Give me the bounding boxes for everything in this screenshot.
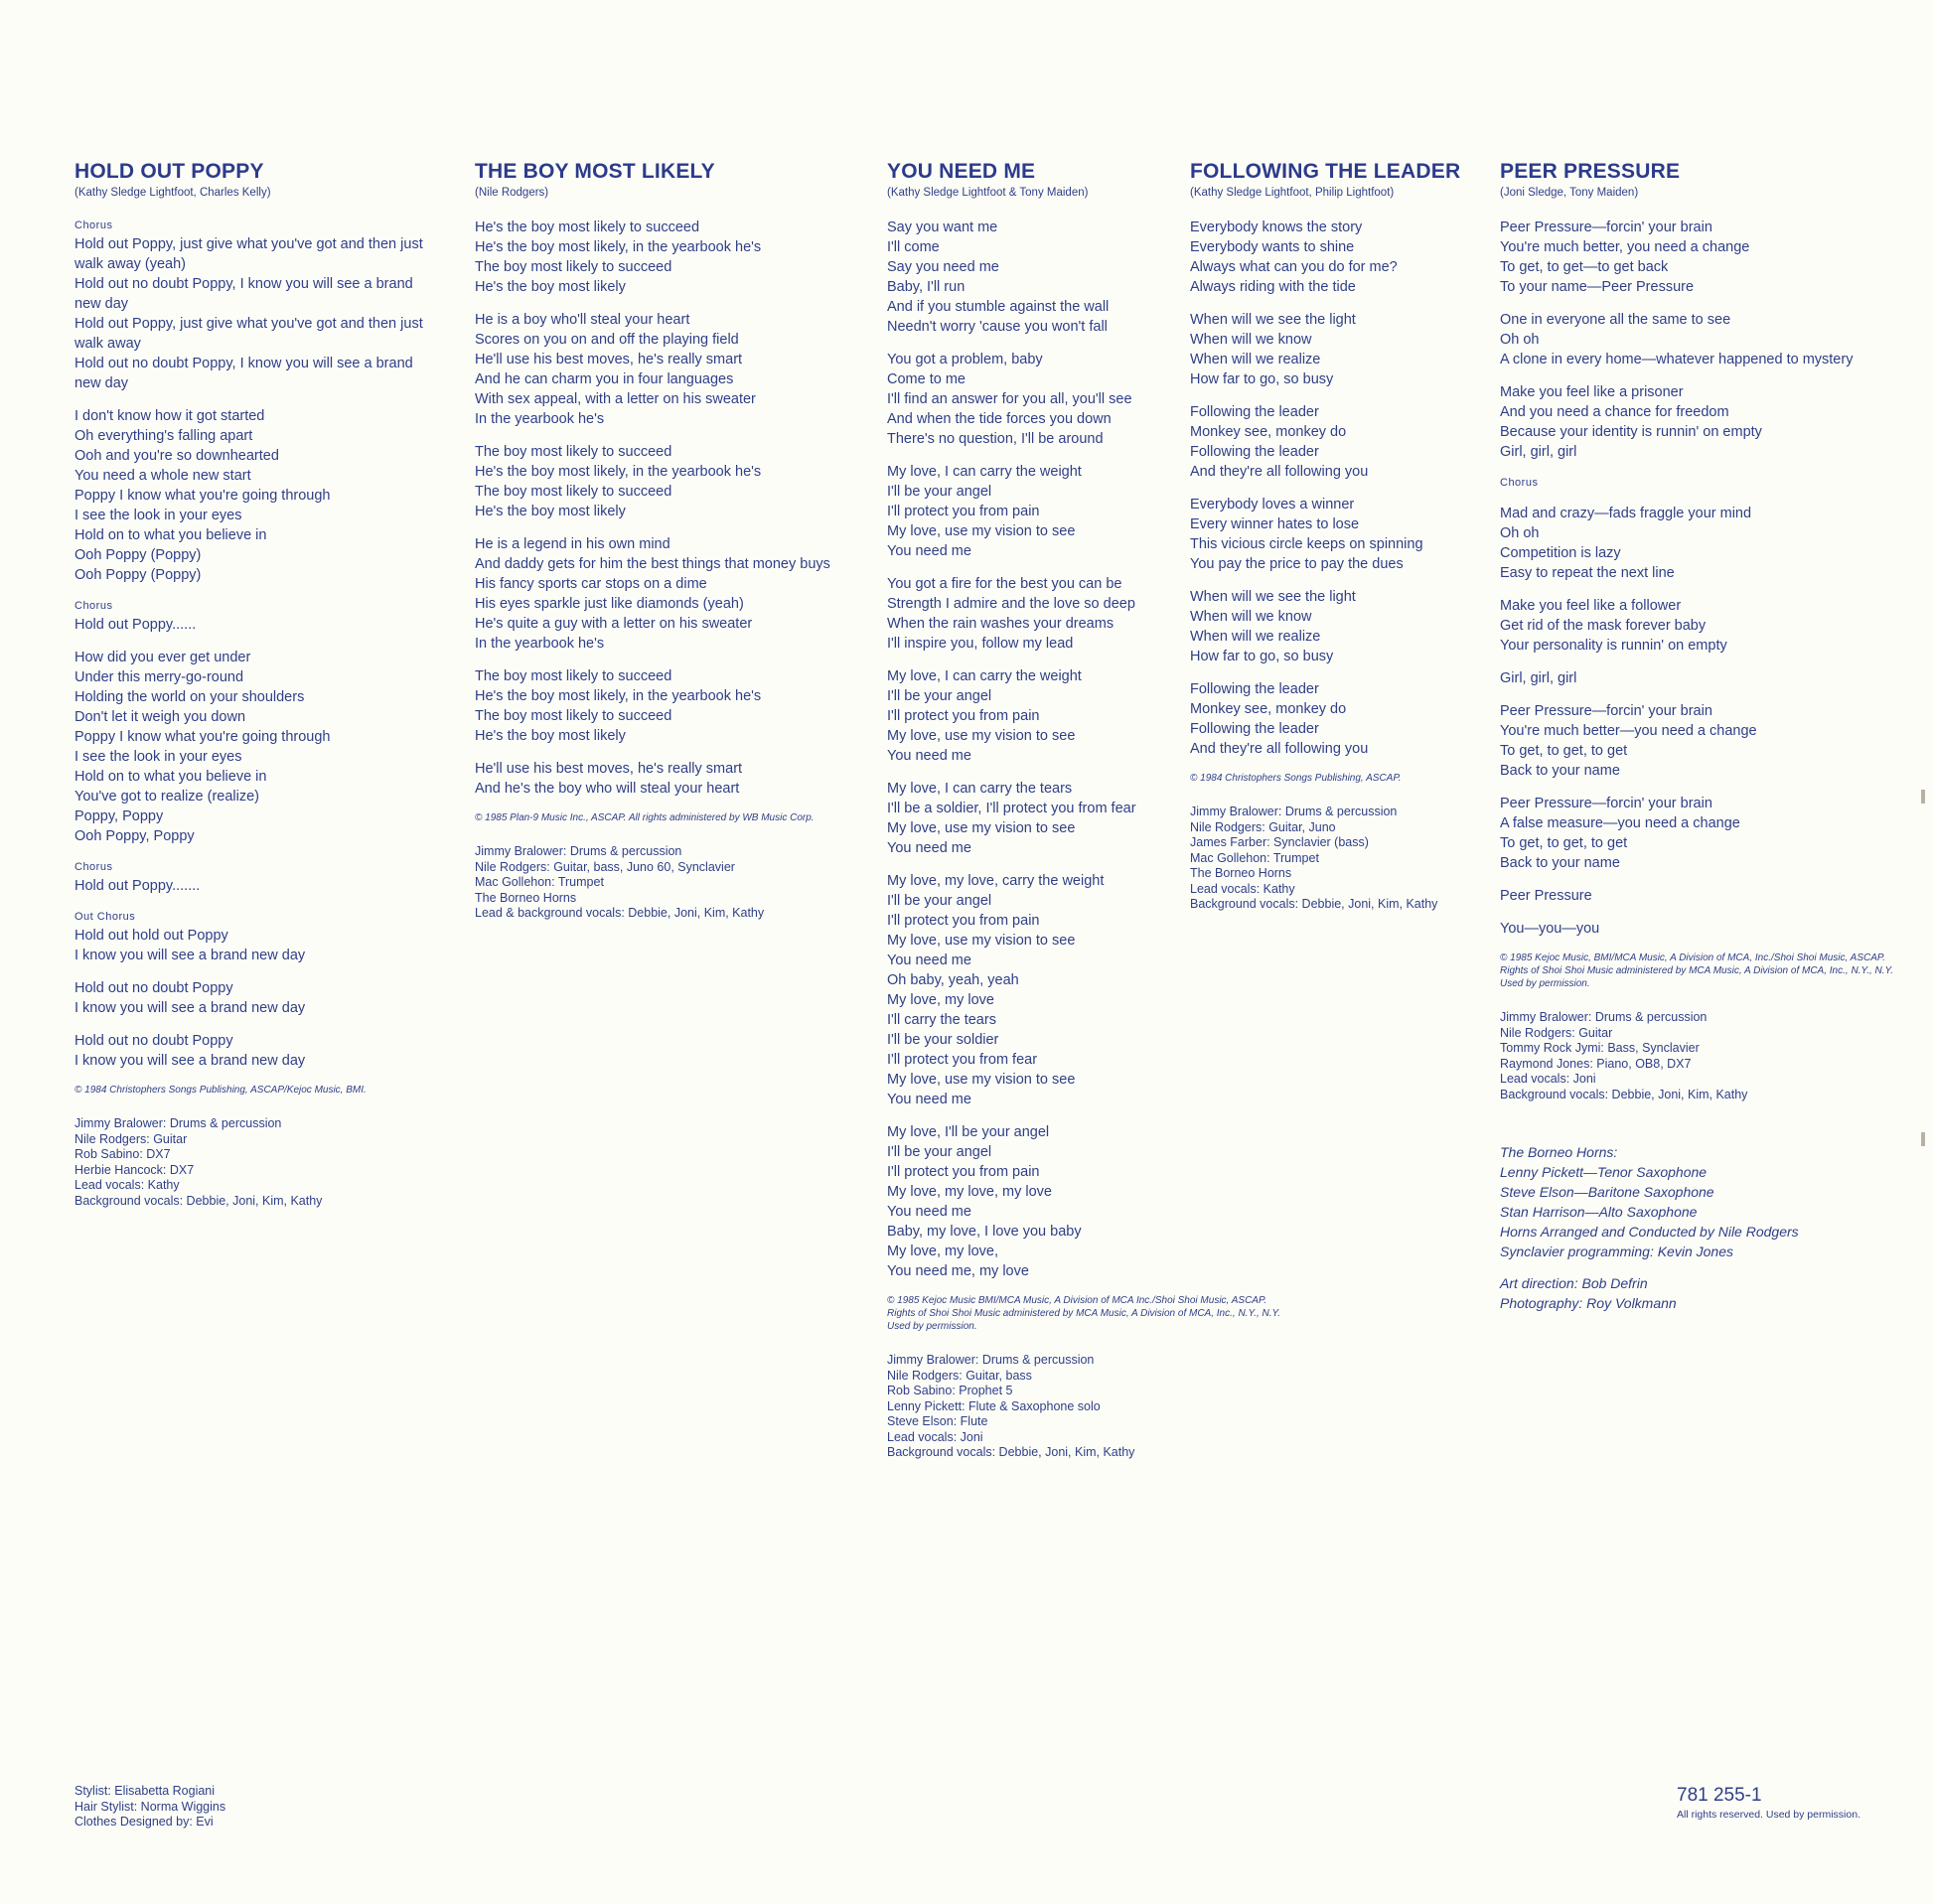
lyric-stanza	[1500, 504, 1907, 583]
lyric-line: Oh everything's falling apart	[74, 428, 253, 444]
lyric-line: With sex appeal, with a letter on his sweater	[475, 391, 756, 407]
lyric-line: My love, use my vision to see	[887, 523, 1076, 539]
songwriters: (Joni Sledge, Tony Maiden)	[1500, 187, 1639, 199]
personnel-line: Herbie Hancock: DX7	[74, 1162, 195, 1177]
personnel-credits	[1500, 1010, 1907, 1102]
lyric-line: Always riding with the tide	[1190, 279, 1356, 295]
lyric-line: To get, to get, to get	[1500, 835, 1628, 851]
lyric-line: You need me, my love	[887, 1263, 1029, 1279]
lyric-line: My love, use my vision to see	[887, 1072, 1076, 1088]
lyric-line: Everybody loves a winner	[1190, 497, 1355, 513]
lyric-line: Monkey see, monkey do	[1190, 701, 1347, 717]
lyric-line: Following the leader	[1190, 681, 1319, 697]
song-title: PEER PRESSURE	[1500, 160, 1681, 183]
lyric-line: My love, use my vision to see	[887, 933, 1076, 949]
song-column-hold-out-poppy	[74, 159, 442, 1223]
lyric-line: Easy to repeat the next line	[1500, 565, 1675, 581]
lyric-line: I'll inspire you, follow my lead	[887, 636, 1074, 652]
lyric-line: He'll use his best moves, he's really smart	[475, 352, 743, 367]
lyric-line: My love, I can carry the tears	[887, 781, 1073, 797]
lyric-stanza	[887, 1122, 1284, 1281]
personnel-line: Lead vocals: Joni	[1500, 1072, 1596, 1086]
lyric-line: When will we realize	[1190, 629, 1321, 645]
section-label: Chorus	[74, 220, 113, 231]
lyric-stanza	[1500, 596, 1907, 656]
lyric-line: Oh oh	[1500, 525, 1540, 541]
personnel-line: Jimmy Bralower: Drums & percussion	[1500, 1010, 1708, 1024]
lyric-line: Back to your name	[1500, 763, 1620, 779]
lyric-stanza	[74, 648, 442, 846]
lyric-line: I'll be your angel	[887, 484, 992, 500]
lyric-line: My love, I can carry the weight	[887, 668, 1082, 684]
lyric-line: In the yearbook he's	[475, 636, 605, 652]
personnel-credits	[475, 844, 872, 922]
lyric-line: He's the boy most likely	[475, 279, 626, 295]
edge-mark	[1921, 790, 1925, 804]
lyric-line: Scores on you on and off the playing field	[475, 332, 739, 348]
song-title: FOLLOWING THE LEADER	[1190, 160, 1461, 183]
lyric-stanza	[74, 406, 442, 585]
lyric-line: He is a legend in his own mind	[475, 536, 670, 552]
lyric-line: My love, I'll be your angel	[887, 1124, 1050, 1140]
personnel-line: Lead vocals: Kathy	[74, 1178, 180, 1192]
lyric-line: Peer Pressure—forcin' your brain	[1500, 703, 1712, 719]
lyric-stanza	[1190, 587, 1488, 666]
lyric-line: I'll carry the tears	[887, 1012, 996, 1028]
lyric-line: Hold out no doubt Poppy	[74, 1033, 233, 1049]
rights-notice: All rights reserved. Used by permission.	[1677, 1809, 1860, 1821]
lyric-line: Competition is lazy	[1500, 545, 1621, 561]
lyric-line: You got a problem, baby	[887, 352, 1043, 367]
lyric-stanza	[1500, 886, 1907, 906]
lyric-line: How did you ever get under	[74, 650, 251, 665]
edge-mark	[1921, 1132, 1925, 1146]
lyric-line: I know you will see a brand new day	[74, 1053, 306, 1069]
lyric-line: You're much better—you need a change	[1500, 723, 1757, 739]
songwriters: (Kathy Sledge Lightfoot, Philip Lightfoot)	[1190, 187, 1395, 199]
lyric-line: Hold out no doubt Poppy, I know you will see a brand new day	[74, 356, 413, 391]
lyric-line: I'll protect you from pain	[887, 504, 1040, 519]
catalog-block	[1677, 1784, 1860, 1822]
lyric-line: Peer Pressure	[1500, 888, 1592, 904]
lyric-stanza	[1500, 794, 1907, 873]
lyric-line: Poppy, Poppy	[74, 808, 164, 824]
lyric-stanza	[1500, 218, 1907, 297]
lyric-stanza	[1500, 919, 1907, 939]
personnel-line: Jimmy Bralower: Drums & percussion	[74, 1116, 282, 1130]
catalog-number: 781 255-1	[1677, 1785, 1762, 1806]
lyric-line: Back to your name	[1500, 855, 1620, 871]
lyric-line: I'll protect you from pain	[887, 708, 1040, 724]
lyric-line: And daddy gets for him the best things that money buys	[475, 556, 830, 572]
copyright-notice: © 1985 Kejoc Music BMI/MCA Music, A Division of MCA Inc./Shoi Shoi Music, ASCAP. Rights of Shoi Shoi Music administered by MCA Music, A Division of MCA, Inc., N.Y., N.Y. Used by permission.	[887, 1295, 1281, 1332]
lyric-stanza	[1190, 310, 1488, 389]
personnel-line: Background vocals: Debbie, Joni, Kim, Kathy	[1190, 897, 1438, 911]
songwriters: (Nile Rodgers)	[475, 187, 549, 199]
lyric-stanza	[1500, 382, 1907, 462]
lyric-line: And they're all following you	[1190, 741, 1369, 757]
section-label: Out Chorus	[74, 911, 136, 923]
lyric-stanza	[74, 909, 442, 965]
lyric-line: And if you stumble against the wall	[887, 299, 1110, 315]
lyric-line: To get, to get, to get	[1500, 743, 1628, 759]
lyric-stanza	[475, 310, 872, 429]
lyric-line: Ooh and you're so downhearted	[74, 448, 279, 464]
lyric-line: Come to me	[887, 371, 966, 387]
songwriters: (Kathy Sledge Lightfoot, Charles Kelly)	[74, 187, 271, 199]
lyric-line: I'll be your angel	[887, 1144, 992, 1160]
lyric-line: His fancy sports car stops on a dime	[475, 576, 707, 592]
lyric-line: You—you—you	[1500, 921, 1600, 937]
lyric-line: I'll protect you from pain	[887, 913, 1040, 929]
lyric-line: Your personality is runnin' on empty	[1500, 638, 1727, 654]
lyric-line: You've got to realize (realize)	[74, 789, 260, 805]
lyric-line: Following the leader	[1190, 404, 1319, 420]
personnel-line: Lead & background vocals: Debbie, Joni, Kim, Kathy	[475, 906, 765, 920]
lyric-line: Hold on to what you believe in	[74, 527, 267, 543]
personnel-line: Mac Gollehon: Trumpet	[1190, 850, 1319, 865]
song-column-peer-pressure	[1500, 159, 1907, 1313]
lyric-stanza	[1190, 402, 1488, 482]
lyric-line: Strength I admire and the love so deep	[887, 596, 1135, 612]
styling-line: Stylist: Elisabetta Rogiani	[74, 1784, 216, 1798]
lyric-line: When will we see the light	[1190, 312, 1356, 328]
lyric-line: I see the look in your eyes	[74, 508, 242, 523]
personnel-line: Lead vocals: Kathy	[1190, 881, 1295, 896]
copyright-notice: © 1985 Kejoc Music, BMI/MCA Music, A Division of MCA, Inc./Shoi Shoi Music, ASCAP. Rights of Shoi Shoi Music administered by MCA Music, A Division of MCA, Inc., N.Y., N.Y. Used by permission.	[1500, 952, 1894, 989]
lyric-line: I know you will see a brand new day	[74, 948, 306, 963]
lyric-line: I'll find an answer for you all, you'll see	[887, 391, 1132, 407]
lyric-line: My love, I can carry the weight	[887, 464, 1082, 480]
lyric-line: Hold out no doubt Poppy	[74, 980, 233, 996]
personnel-credits	[887, 1353, 1284, 1461]
lyric-line: I'll protect you from pain	[887, 1164, 1040, 1180]
lyric-line: One in everyone all the same to see	[1500, 312, 1731, 328]
lyric-stanza	[1500, 310, 1907, 369]
lyric-line: And when the tide forces you down	[887, 411, 1112, 427]
song-column-following-the-leader	[1190, 159, 1488, 927]
lyric-stanza	[475, 759, 872, 799]
lyric-line: Needn't worry 'cause you won't fall	[887, 319, 1108, 335]
lyric-line: Hold out Poppy.......	[74, 878, 201, 894]
lyric-line: And you need a chance for freedom	[1500, 404, 1729, 420]
personnel-line: James Farber: Synclavier (bass)	[1190, 835, 1369, 849]
lyric-line: How far to go, so busy	[1190, 649, 1334, 664]
lyric-line: I'll protect you from fear	[887, 1052, 1038, 1068]
lyric-line: He's the boy most likely	[475, 504, 626, 519]
lyric-line: Hold out no doubt Poppy, I know you will see a brand new day	[74, 276, 413, 312]
songwriters: (Kathy Sledge Lightfoot & Tony Maiden)	[887, 187, 1089, 199]
personnel-line: Nile Rodgers: Guitar, Juno	[1190, 819, 1336, 834]
lyric-line: The boy most likely to succeed	[475, 668, 672, 684]
song-title: YOU NEED ME	[887, 160, 1036, 183]
lyric-line: Poppy I know what you're going through	[74, 729, 331, 745]
lyric-line: The boy most likely to succeed	[475, 259, 672, 275]
lyric-line: My love, my love, carry the weight	[887, 873, 1105, 889]
horns-credits	[1500, 1142, 1907, 1261]
lyric-line: You pay the price to pay the dues	[1190, 556, 1404, 572]
lyric-line: My love, use my vision to see	[887, 728, 1076, 744]
personnel-line: Steve Elson: Flute	[887, 1414, 988, 1428]
lyric-line: Following the leader	[1190, 721, 1319, 737]
lyric-stanza	[1190, 679, 1488, 759]
lyric-line: You need me	[887, 1204, 971, 1220]
horns-line: Steve Elson—Baritone Saxophone	[1500, 1184, 1714, 1200]
art-line: Art direction: Bob Defrin	[1500, 1275, 1648, 1291]
lyric-line: Under this merry-go-round	[74, 669, 244, 685]
lyric-line: How far to go, so busy	[1190, 371, 1334, 387]
lyric-line: Ooh Poppy (Poppy)	[74, 547, 202, 563]
lyric-stanza	[475, 534, 872, 654]
lyric-line: Every winner hates to lose	[1190, 516, 1360, 532]
lyric-line: Mad and crazy—fads fraggle your mind	[1500, 506, 1752, 521]
lyric-line: You need me	[887, 952, 971, 968]
personnel-line: The Borneo Horns	[1190, 866, 1292, 880]
lyric-line: You need me	[887, 748, 971, 764]
lyric-stanza	[74, 859, 442, 896]
lyric-line: Always what can you do for me?	[1190, 259, 1398, 275]
lyric-line: My love, my love	[887, 992, 994, 1008]
lyric-line: He's the boy most likely, in the yearbook he's	[475, 688, 762, 704]
lyric-stanza	[74, 1031, 442, 1071]
lyric-line: His eyes sparkle just like diamonds (yeah)	[475, 596, 744, 612]
lyric-stanza	[1500, 701, 1907, 781]
personnel-line: Background vocals: Debbie, Joni, Kim, Kathy	[1500, 1087, 1748, 1101]
personnel-line: Rob Sabino: Prophet 5	[887, 1384, 1013, 1397]
lyric-stanza	[74, 598, 442, 635]
lyric-line: And he's the boy who will steal your heart	[475, 781, 740, 797]
horns-line: Horns Arranged and Conducted by Nile Rodgers	[1500, 1224, 1799, 1240]
lyric-line: Monkey see, monkey do	[1190, 424, 1347, 440]
song-title: THE BOY MOST LIKELY	[475, 160, 715, 183]
lyric-line: Hold out Poppy, just give what you've got and then just walk away (yeah)	[74, 236, 423, 272]
lyric-line: He's the boy most likely, in the yearbook he's	[475, 464, 762, 480]
personnel-line: The Borneo Horns	[475, 890, 577, 905]
personnel-line: Mac Gollehon: Trumpet	[475, 875, 604, 889]
lyric-line: You need me	[887, 840, 971, 856]
personnel-line: Nile Rodgers: Guitar, bass	[887, 1368, 1032, 1383]
styling-line: Hair Stylist: Norma Wiggins	[74, 1799, 226, 1814]
lyric-line: He's quite a guy with a letter on his sweater	[475, 616, 753, 632]
lyric-line: Peer Pressure—forcin' your brain	[1500, 796, 1712, 811]
lyric-line: And he can charm you in four languages	[475, 371, 734, 387]
lyric-line: Make you feel like a follower	[1500, 598, 1682, 614]
lyric-line: When will we know	[1190, 332, 1312, 348]
lyric-line: To your name—Peer Pressure	[1500, 279, 1695, 295]
lyric-line: Oh oh	[1500, 332, 1540, 348]
lyric-line: He's the boy most likely to succeed	[475, 220, 700, 235]
lyric-line: Say you need me	[887, 259, 999, 275]
lyric-line: You need me	[887, 1092, 971, 1107]
lyric-line: He's the boy most likely, in the yearbook he's	[475, 239, 762, 255]
lyric-line: Make you feel like a prisoner	[1500, 384, 1684, 400]
lyric-line: Poppy I know what you're going through	[74, 488, 331, 504]
lyric-line: He is a boy who'll steal your heart	[475, 312, 690, 328]
personnel-line: Background vocals: Debbie, Joni, Kim, Kathy	[74, 1193, 323, 1208]
song-title: HOLD OUT POPPY	[74, 160, 264, 183]
lyric-line: Girl, girl, girl	[1500, 670, 1577, 686]
lyric-line: Say you want me	[887, 220, 998, 235]
horns-line: The Borneo Horns:	[1500, 1144, 1618, 1160]
section-label: Chorus	[74, 861, 113, 873]
lyric-line: I don't know how it got started	[74, 408, 265, 424]
lyric-line: This vicious circle keeps on spinning	[1190, 536, 1423, 552]
lyric-stanza	[475, 442, 872, 521]
lyric-line: I'll be a soldier, I'll protect you from fear	[887, 801, 1136, 816]
personnel-line: Nile Rodgers: Guitar	[1500, 1025, 1613, 1040]
styling-credits	[74, 1784, 225, 1831]
lyric-stanza	[1190, 495, 1488, 574]
personnel-credits	[1190, 805, 1488, 913]
lyric-line: Hold on to what you believe in	[74, 769, 267, 785]
personnel-credits	[74, 1116, 442, 1209]
lyric-line: Following the leader	[1190, 444, 1319, 460]
lyric-line: Girl, girl, girl	[1500, 444, 1577, 460]
section-label: Chorus	[74, 600, 113, 612]
lyric-line: I'll be your angel	[887, 688, 992, 704]
lyric-line: The boy most likely to succeed	[475, 708, 672, 724]
copyright-notice: © 1984 Christophers Songs Publishing, ASCAP.	[1190, 773, 1402, 784]
copyright-notice: © 1985 Plan-9 Music Inc., ASCAP. All rights administered by WB Music Corp.	[475, 812, 815, 823]
lyric-line: A false measure—you need a change	[1500, 815, 1740, 831]
lyric-line: My love, use my vision to see	[887, 820, 1076, 836]
personnel-line: Nile Rodgers: Guitar, bass, Juno 60, Synclavier	[475, 859, 735, 874]
peer-pressure-song	[1500, 159, 1907, 1102]
lyric-line: I'll come	[887, 239, 940, 255]
lyric-line: When will we know	[1190, 609, 1312, 625]
lyric-line: Holding the world on your shoulders	[74, 689, 305, 705]
art-line: Photography: Roy Volkmann	[1500, 1295, 1677, 1311]
lyric-line: When will we realize	[1190, 352, 1321, 367]
lyric-line: I see the look in your eyes	[74, 749, 242, 765]
styling-line: Clothes Designed by: Evi	[74, 1815, 214, 1829]
personnel-line: Jimmy Bralower: Drums & percussion	[1190, 805, 1398, 818]
lyric-stanza	[74, 218, 442, 393]
lyric-line: Hold out Poppy......	[74, 617, 197, 633]
lyric-line: I'll be your soldier	[887, 1032, 999, 1048]
lyric-stanza	[1500, 668, 1907, 688]
personnel-line: Jimmy Bralower: Drums & percussion	[475, 844, 682, 858]
lyric-stanza	[74, 978, 442, 1018]
lyric-line: Because your identity is runnin' on empty	[1500, 424, 1762, 440]
lyric-line: You got a fire for the best you can be	[887, 576, 1122, 592]
horns-line: Synclavier programming: Kevin Jones	[1500, 1244, 1733, 1259]
lyric-line: He'll use his best moves, he's really smart	[475, 761, 743, 777]
personnel-line: Rob Sabino: DX7	[74, 1147, 171, 1161]
lyric-line: Ooh Poppy (Poppy)	[74, 567, 202, 583]
lyric-line: Get rid of the mask forever baby	[1500, 618, 1707, 634]
lyric-line: Everybody wants to shine	[1190, 239, 1355, 255]
lyric-line: In the yearbook he's	[475, 411, 605, 427]
lyric-line: When the rain washes your dreams	[887, 616, 1115, 632]
lyric-line: I'll be your angel	[887, 893, 992, 909]
lyric-line: The boy most likely to succeed	[475, 484, 672, 500]
lyric-line: The boy most likely to succeed	[475, 444, 672, 460]
lyric-stanza	[475, 218, 872, 297]
lyric-line: Oh baby, yeah, yeah	[887, 972, 1019, 988]
copyright-notice: © 1984 Christophers Songs Publishing, ASCAP/Kejoc Music, BMI.	[74, 1085, 367, 1096]
song-column-the-boy-most-likely	[475, 159, 872, 936]
lyric-line: Ooh Poppy, Poppy	[74, 828, 195, 844]
personnel-line: Jimmy Bralower: Drums & percussion	[887, 1353, 1095, 1367]
lyric-line: Everybody knows the story	[1190, 220, 1363, 235]
personnel-line: Nile Rodgers: Guitar	[74, 1131, 188, 1146]
lyric-line: Hold out hold out Poppy	[74, 928, 228, 944]
lyric-line: Peer Pressure—forcin' your brain	[1500, 220, 1712, 235]
lyric-line: To get, to get—to get back	[1500, 259, 1669, 275]
lyric-line: Hold out Poppy, just give what you've got and then just walk away	[74, 316, 423, 352]
lyric-line: Baby, my love, I love you baby	[887, 1224, 1082, 1240]
section-label: Chorus	[1500, 477, 1539, 489]
lyric-line: And they're all following you	[1190, 464, 1369, 480]
lyric-stanza	[1190, 218, 1488, 297]
lyric-line: I know you will see a brand new day	[74, 1000, 306, 1016]
lyric-line: You need a whole new start	[74, 468, 251, 484]
personnel-line: Lenny Pickett: Flute & Saxophone solo	[887, 1398, 1101, 1413]
personnel-line: Tommy Rock Jymi: Bass, Synclavier	[1500, 1041, 1700, 1055]
lyric-stanza	[1500, 475, 1907, 491]
horns-line: Stan Harrison—Alto Saxophone	[1500, 1204, 1698, 1220]
lyric-line: Don't let it weigh you down	[74, 709, 246, 725]
horns-line: Lenny Pickett—Tenor Saxophone	[1500, 1164, 1708, 1180]
lyric-line: You need me	[887, 543, 971, 559]
personnel-line: Lead vocals: Joni	[887, 1429, 983, 1444]
personnel-line: Background vocals: Debbie, Joni, Kim, Kathy	[887, 1445, 1135, 1459]
lyric-line: There's no question, I'll be around	[887, 431, 1104, 447]
lyric-stanza	[475, 666, 872, 746]
lyric-line: Baby, I'll run	[887, 279, 966, 295]
art-credits	[1500, 1273, 1907, 1313]
lyric-line: My love, my love,	[887, 1244, 998, 1259]
lyric-line: My love, my love, my love	[887, 1184, 1052, 1200]
personnel-line: Raymond Jones: Piano, OB8, DX7	[1500, 1056, 1692, 1071]
lyric-line: When will we see the light	[1190, 589, 1356, 605]
lyric-line: A clone in every home—whatever happened to mystery	[1500, 352, 1854, 367]
lyric-line: You're much better, you need a change	[1500, 239, 1750, 255]
lyric-line: He's the boy most likely	[475, 728, 626, 744]
